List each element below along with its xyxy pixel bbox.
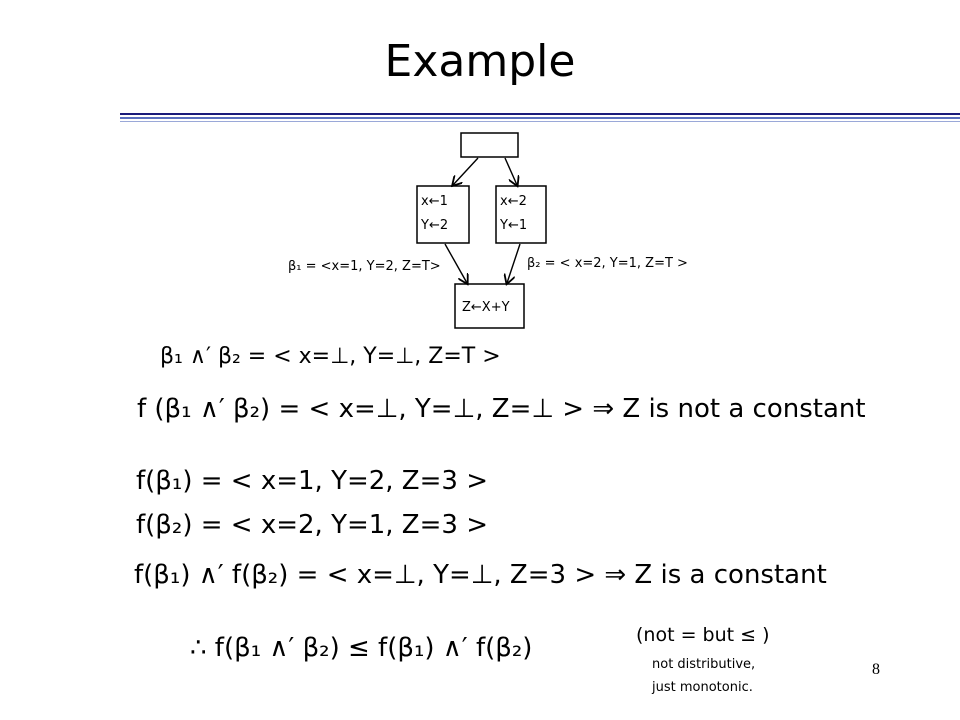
equation-conclusion: ∴ f(β₁ ∧′ β₂) ≤ f(β₁) ∧′ f(β₂) — [190, 633, 533, 663]
equation-meet: β₁ ∧′ β₂ = < x=⊥, Y=⊥, Z=T > — [160, 344, 501, 369]
right-block-line-2: Y←1 — [500, 218, 528, 233]
left-block-line-1: x←1 — [421, 194, 448, 209]
beta1-label: β₁ = <x=1, Y=2, Z=T> — [288, 259, 441, 274]
equation-f-of-meet: f (β₁ ∧′ β₂) = < x=⊥, Y=⊥, Z=⊥ > ⇒ Z is not a constant — [137, 394, 866, 424]
beta2-label: β₂ = < x=2, Y=1, Z=T > — [527, 256, 688, 271]
page-number: 8 — [872, 661, 880, 678]
side-note-line-3: just monotonic. — [652, 680, 753, 695]
join-block-text: Z←X+Y — [462, 300, 510, 315]
entry-block — [461, 133, 518, 157]
equation-meet-of-f: f(β₁) ∧′ f(β₂) = < x=⊥, Y=⊥, Z=3 > ⇒ Z is a constant — [134, 560, 827, 590]
right-block-line-1: x←2 — [500, 194, 527, 209]
left-block-line-2: Y←2 — [421, 218, 449, 233]
equation-f-beta1: f(β₁) = < x=1, Y=2, Z=3 > — [136, 466, 488, 496]
side-note-line-1: (not = but ≤ ) — [636, 624, 770, 646]
side-note-line-2: not distributive, — [652, 657, 756, 672]
equation-f-beta2: f(β₂) = < x=2, Y=1, Z=3 > — [136, 510, 488, 540]
slide-title: Example — [384, 36, 576, 87]
